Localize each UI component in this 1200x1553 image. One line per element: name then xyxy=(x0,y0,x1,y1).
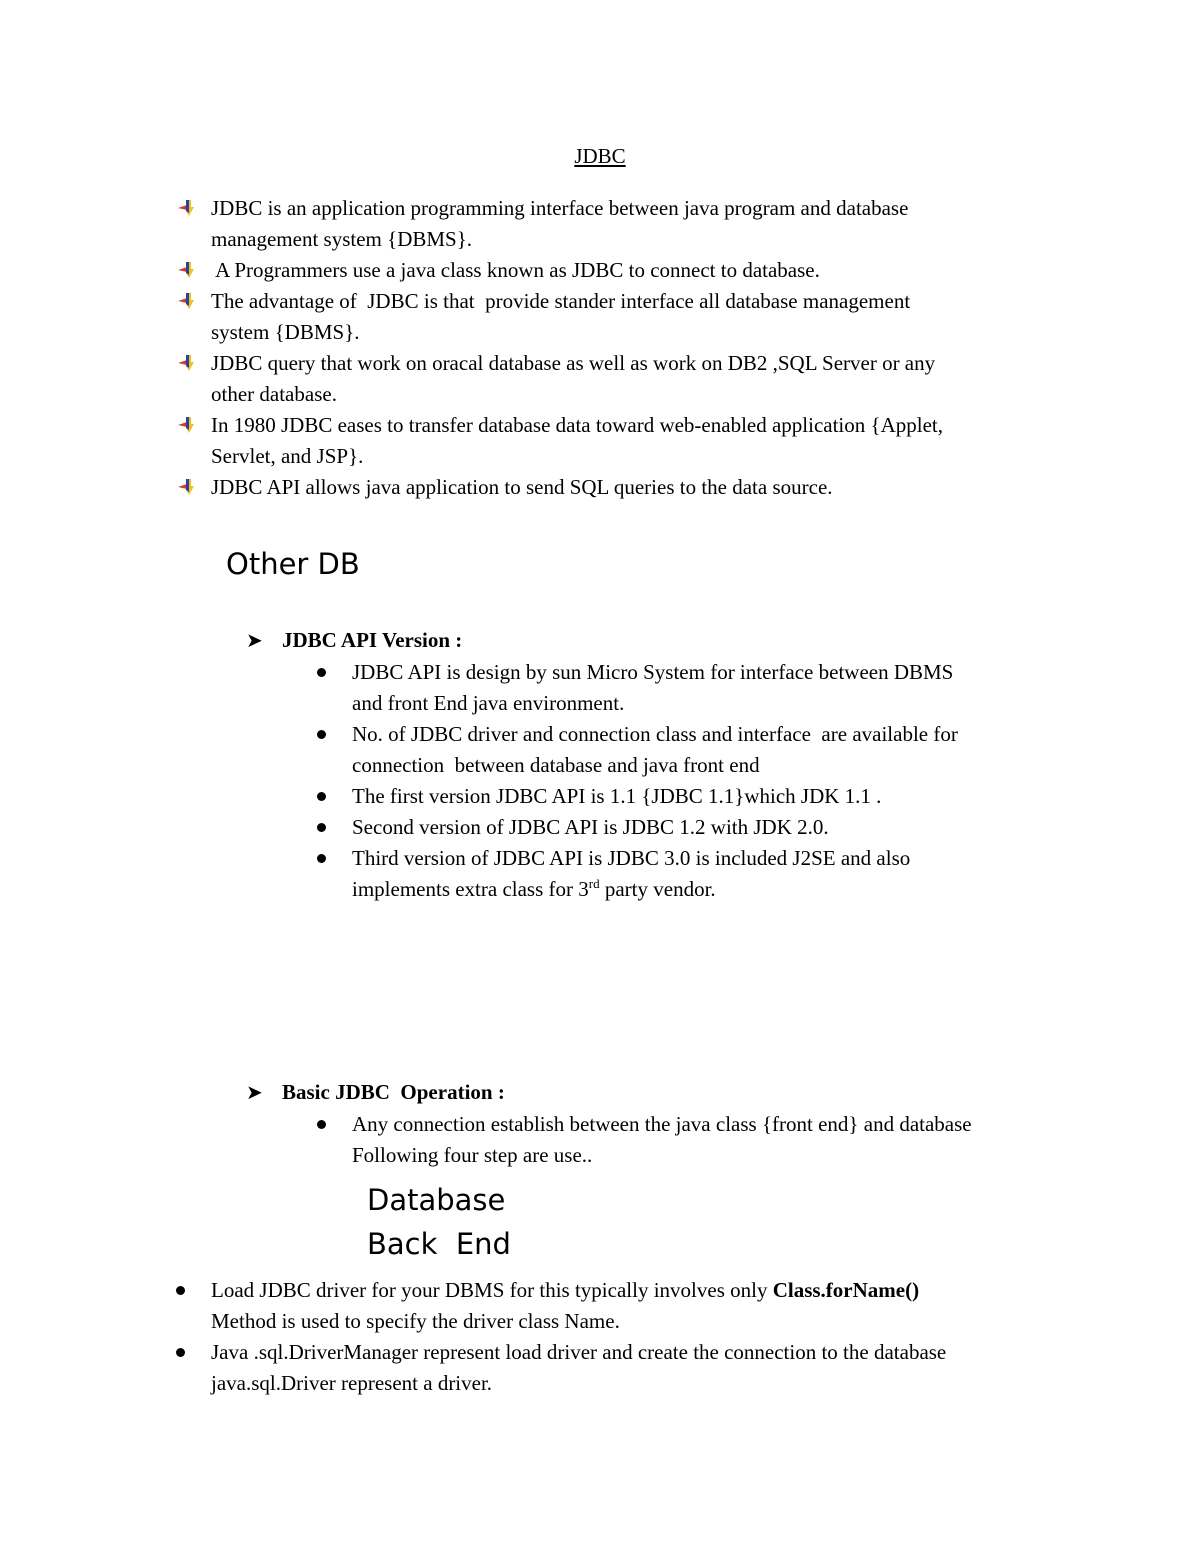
bullet-dot-icon xyxy=(176,1286,185,1295)
intro-bullet-1-line-1: JDBC is an application programming interface between java program and database xyxy=(211,196,909,220)
basic-ops-heading: Basic JDBC Operation : xyxy=(282,1080,505,1104)
chevron-right-icon: ➤ xyxy=(246,628,263,652)
step-1-text: Load JDBC driver for your DBMS for this typically involves only xyxy=(211,1278,773,1302)
api-item-2-line-1: No. of JDBC driver and connection class and interface are available for xyxy=(352,722,958,746)
bullet-dot-icon xyxy=(317,823,326,832)
api-item-5-line-2-post: party vendor. xyxy=(599,877,716,901)
bullet-dot-icon xyxy=(317,668,326,677)
bullet-dot-icon xyxy=(317,792,326,801)
page-title: JDBC xyxy=(574,144,626,168)
intro-bullet-1-line-2: management system {DBMS}. xyxy=(211,227,473,251)
basic-ops-item-line-2: Following four step are use.. xyxy=(352,1143,593,1167)
basic-ops-item-line-1: Any connection establish between the java class {front end} and database xyxy=(352,1112,972,1136)
api-version-heading: JDBC API Version : xyxy=(282,628,463,652)
api-item-1-line-2: and front End java environment. xyxy=(352,691,625,715)
arrow-bullet-icon xyxy=(178,354,194,372)
api-item-4-line-1: Second version of JDBC API is JDBC 1.2 with JDK 2.0. xyxy=(352,815,829,839)
arrow-bullet-icon xyxy=(178,199,194,217)
api-item-5-line-2-pre: implements extra class for 3 xyxy=(352,877,589,901)
chevron-right-icon: ➤ xyxy=(246,1080,263,1104)
intro-bullet-3-line-2: system {DBMS}. xyxy=(211,320,360,344)
api-item-5-superscript: rd xyxy=(588,876,600,891)
arrow-bullet-icon xyxy=(178,478,194,496)
arrow-bullet-icon xyxy=(178,261,194,279)
other-db-label: Other DB xyxy=(226,547,360,581)
bullet-dot-icon xyxy=(317,854,326,863)
intro-bullet-2-line-1: A Programmers use a java class known as JDBC to connect to database. xyxy=(211,258,820,282)
step-2-line-1: Java .sql.DriverManager represent load driver and create the connection to the database xyxy=(211,1340,947,1364)
step-2-line-2: java.sql.Driver represent a driver. xyxy=(211,1371,493,1395)
intro-bullet-3-line-1: The advantage of JDBC is that provide stander interface all database management xyxy=(211,289,911,313)
back-end-label: Back End xyxy=(367,1227,511,1261)
bullet-dot-icon xyxy=(317,730,326,739)
api-item-1-line-1: JDBC API is design by sun Micro System for interface between DBMS xyxy=(352,660,954,684)
api-item-5-line-2 xyxy=(352,875,716,903)
api-item-3-line-1: The first version JDBC API is 1.1 {JDBC 1.1}which JDK 1.1 . xyxy=(352,784,882,808)
intro-bullet-5-line-2: Servlet, and JSP}. xyxy=(211,444,364,468)
intro-bullet-6-line-1: JDBC API allows java application to send SQL queries to the data source. xyxy=(211,475,833,499)
arrow-bullet-icon xyxy=(178,416,194,434)
database-label: Database xyxy=(367,1183,506,1217)
intro-bullet-5-line-1: In 1980 JDBC eases to transfer database data toward web-enabled application {Applet, xyxy=(211,413,944,437)
api-item-5-line-1: Third version of JDBC API is JDBC 3.0 is included J2SE and also xyxy=(352,846,911,870)
intro-bullet-4-line-1: JDBC query that work on oracal database as well as work on DB2 ,SQL Server or any xyxy=(211,351,936,375)
bullet-dot-icon xyxy=(176,1348,185,1357)
class-forname-code: Class.forName() xyxy=(772,1278,920,1302)
intro-bullet-4-line-2: other database. xyxy=(211,382,337,406)
step-1-line-1 xyxy=(211,1276,919,1304)
api-item-2-line-2: connection between database and java front end xyxy=(352,753,760,777)
step-1-line-2: Method is used to specify the driver class Name. xyxy=(211,1309,620,1333)
bullet-dot-icon xyxy=(317,1120,326,1129)
arrow-bullet-icon xyxy=(178,292,194,310)
